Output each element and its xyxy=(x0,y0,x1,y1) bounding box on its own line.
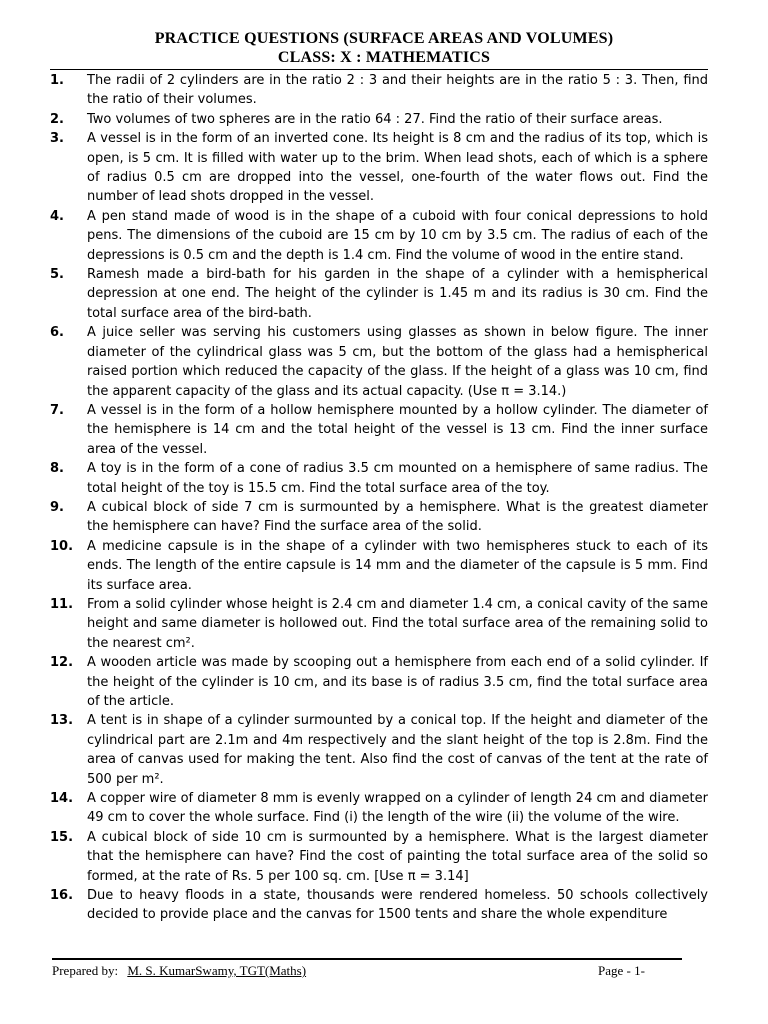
question-item xyxy=(50,110,708,129)
question-number: 2. xyxy=(50,111,64,127)
question-text: A vessel is in the form of an inverted cone. Its height is 8 cm and the radius of its top, which is open, is 5 cm. It is filled with water up to the brim. When lead shots, each of which is a sphere of radius 0.5 cm are dropped into the vessel, one-fourth of the water flows out. Find the number of lead shots dropped in the vessel. xyxy=(87,131,708,205)
question-number: 3. xyxy=(50,131,64,147)
question-number: 6. xyxy=(50,325,64,341)
question-item xyxy=(50,653,708,711)
question-text: Two volumes of two spheres are in the ratio 64 : 27. Find the ratio of their surface areas. xyxy=(87,111,663,127)
question-item xyxy=(50,595,708,653)
question-number: 9. xyxy=(50,499,64,515)
question-text: A toy is in the form of a cone of radius 3.5 cm mounted on a hemisphere of same radius. The total height of the toy is 15.5 cm. Find the total surface area of the toy. xyxy=(87,461,708,496)
question-number: 11. xyxy=(50,596,74,612)
header-divider xyxy=(50,69,708,70)
question-number: 4. xyxy=(50,208,64,224)
question-text: The radii of 2 cylinders are in the ratio 2 : 3 and their heights are in the ratio 5 : 3. Then, find the ratio of their volumes. xyxy=(87,73,708,108)
footer-divider xyxy=(52,958,682,960)
question-text: A cubical block of side 10 cm is surmounted by a hemisphere. What is the largest diameter that the hemisphere can have? Find the cost of painting the total surface area of the solid so formed, at the rate of Rs. 5 per 100 sq. cm. [Use π = 3.14] xyxy=(87,829,708,884)
question-text: Due to heavy floods in a state, thousands were rendered homeless. 50 schools collectively decided to provide place and the canvas for 1500 tents and share the whole expenditure xyxy=(87,888,708,923)
page-number: Page - 1- xyxy=(598,963,645,978)
question-number: 10. xyxy=(50,538,74,554)
question-number: 16. xyxy=(50,888,74,904)
question-number: 15. xyxy=(50,829,74,845)
prepared-by-label: Prepared by: xyxy=(52,963,119,978)
question-item xyxy=(50,207,708,265)
question-number: 14. xyxy=(50,791,74,807)
question-text: A medicine capsule is in the shape of a cylinder with two hemispheres stuck to each of its ends. The length of the entire capsule is 14 mm and the diameter of the capsule is 5 mm. Find its surface area. xyxy=(87,538,708,593)
question-text: A pen stand made of wood is in the shape of a cuboid with four conical depressions to hold pens. The dimensions of the cuboid are 15 cm by 10 cm by 3.5 cm. The radius of each of the depressions is 0.5 cm and the depth is 1.4 cm. Find the volume of wood in the entire stand. xyxy=(87,208,708,263)
question-item xyxy=(50,498,708,537)
question-item xyxy=(50,323,708,401)
question-item xyxy=(50,129,708,207)
question-item xyxy=(50,828,708,886)
question-text: A tent is in shape of a cylinder surmounted by a conical top. If the height and diameter of the cylindrical part are 2.1m and 4m respectively and the slant height of the top is 2.8m. Find the area of canvas used for making the tent. Also find the cost of canvas of the tent at the rate of 500 per m². xyxy=(87,713,708,787)
question-item xyxy=(50,886,708,925)
author-name: M. S. KumarSwamy, TGT(Maths) xyxy=(127,963,307,978)
question-text: A cubical block of side 7 cm is surmounted by a hemisphere. What is the greatest diameter the hemisphere can have? Find the surface area of the solid. xyxy=(87,499,708,535)
page-subtitle: CLASS: X : MATHEMATICS xyxy=(277,49,491,66)
question-number: 7. xyxy=(50,402,64,418)
question-number: 8. xyxy=(50,461,64,477)
question-item xyxy=(50,537,708,595)
question-text: From a solid cylinder whose height is 2.4 cm and diameter 1.4 cm, a conical cavity of the same height and same diameter is hollowed out. Find the total surface area of the remaining solid to the nearest cm². xyxy=(87,596,708,651)
question-item xyxy=(50,459,708,498)
question-text: A copper wire of diameter 8 mm is evenly wrapped on a cylinder of length 24 cm and diameter 49 cm to cover the whole surface. Find (i) the length of the wire (ii) the volume of the wire. xyxy=(87,791,708,826)
question-text: Ramesh made a bird-bath for his garden in the shape of a cylinder with a hemispherical depression at one end. The height of the cylinder is 1.45 m and its radius is 30 cm. Find the total surface area of the bird-bath. xyxy=(87,267,708,321)
question-item xyxy=(50,711,708,789)
page-title: PRACTICE QUESTIONS (SURFACE AREAS AND VOLUMES) xyxy=(154,30,614,47)
question-number: 1. xyxy=(50,73,64,88)
question-text: A wooden article was made by scooping out a hemisphere from each end of a solid cylinder. If the height of the cylinder is 10 cm, and its base is of radius 3.5 cm, find the total surface area of the article. xyxy=(87,655,708,709)
question-text: A juice seller was serving his customers using glasses as shown in below figure. The inner diameter of the cylindrical glass was 5 cm, but the bottom of the glass had a hemispherical raised portion which reduced the capacity of the glass. If the height of a glass was 10 cm, find the apparent capacity of the glass and its actual capacity. (Use π = 3.14.) xyxy=(87,325,708,399)
question-list xyxy=(50,71,708,925)
question-item xyxy=(50,265,708,323)
question-number: 12. xyxy=(50,655,74,671)
question-text: A vessel is in the form of a hollow hemisphere mounted by a hollow cylinder. The diameter of the hemisphere is 14 cm and the total height of the vessel is 13 cm. Find the inner surface area of the vessel. xyxy=(87,402,708,457)
question-item xyxy=(50,789,708,828)
question-item xyxy=(50,71,708,110)
question-number: 5. xyxy=(50,267,64,283)
question-number: 13. xyxy=(50,713,74,729)
question-item xyxy=(50,401,708,459)
footer-credit xyxy=(52,963,306,979)
